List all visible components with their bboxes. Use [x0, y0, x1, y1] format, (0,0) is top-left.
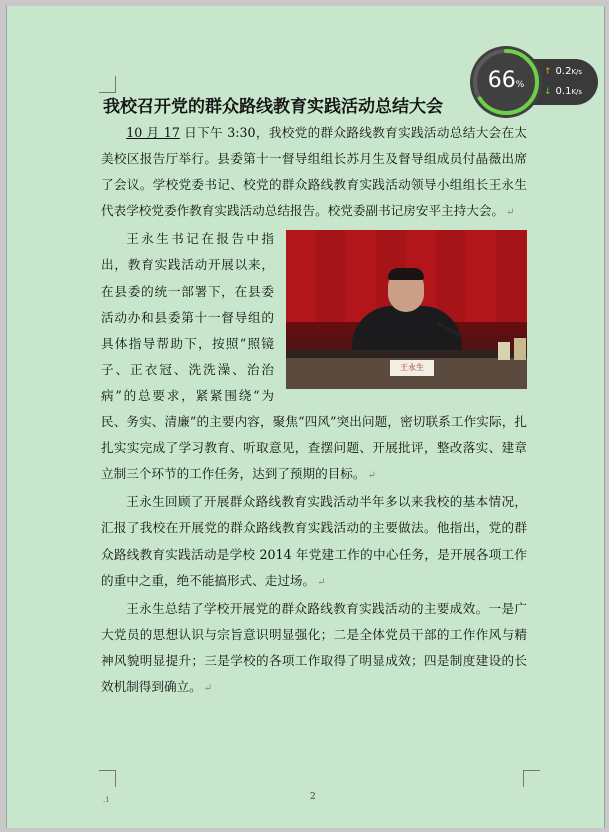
paragraph-mark: ↵	[367, 470, 376, 482]
photo-nameplate: 王永生	[390, 360, 434, 376]
paragraph-4[interactable]	[101, 596, 527, 702]
usage-percent-sign: %	[515, 80, 525, 90]
upload-unit: K/s	[571, 68, 583, 76]
upload-speed	[544, 66, 582, 77]
download-unit: K/s	[571, 88, 583, 96]
footer-mark: .1	[103, 796, 110, 804]
paragraph-1-text: 日下午 3:30，我校党的群众路线教育实践活动总结大会在太美校区报告厅举行。县委第十一督导组组长苏月生及督导组成员付晶薇出席了会议。学校党委书记、校党的群众路线教育实践活动领导小组组长王永生代表学校党委作教育实践活动总结报告。校党委副书记房安平主持大会。	[101, 125, 527, 219]
download-value: 0.1	[555, 86, 572, 97]
document-body[interactable]	[101, 120, 527, 702]
network-speed-widget[interactable]	[470, 46, 598, 118]
margin-corner-bottom-right	[523, 770, 540, 787]
usage-percent	[482, 68, 530, 93]
paragraph-3-text: 王永生回顾了开展群众路线教育实践活动半年多以来我校的基本情况，汇报了我校在开展党的群众路线教育实践活动的主要做法。他指出，党的群众路线教育实践活动是学校 2014 年党建工作的中心任务，是开展各项工作的重中之重，绝不能搞形式、走过场。	[101, 494, 527, 588]
upload-value: 0.2	[555, 66, 572, 77]
meeting-photo[interactable]	[286, 230, 527, 389]
paragraph-4-text: 王永生总结了学校开展党的群众路线教育实践活动的主要成效。一是广大党员的思想认识与宗旨意识明显强化；二是全体党员干部的工作作风与精神风貌明显提升；三是学校的各项工作取得了明显成效；四是制度建设的长效机制得到确立。	[101, 600, 527, 694]
paragraph-mark: ↵	[506, 207, 515, 219]
paragraph-2-text: 王永生书记在报告中指出，教育实践活动开展以来，在县委的统一部署下，在县委活动办和县委第十一督导组的具体指导帮助下，按照“照镜子、正衣冠、洗洗澡、治治病”的总要求，紧紧围绕“为民、务实、清廉”的主要内容，聚焦“四风”突出问题，密切联系工作实际，扎扎实实完成了学习教育、听取意见，查摆问题、开展批评，整改落实、建章立制三个环节的工作任务，达到了预期的目标。	[101, 231, 527, 482]
photo-speaker-hair	[388, 268, 424, 280]
page-number: 2	[310, 792, 316, 802]
photo-cup-2	[514, 338, 526, 360]
document-title[interactable]: 我校召开党的群众路线教育实践活动总结大会	[103, 97, 443, 117]
margin-corner-bottom-left	[99, 770, 116, 787]
paragraph-1[interactable]	[101, 120, 527, 226]
margin-corner-top-left	[99, 76, 116, 93]
photo-cup	[498, 342, 510, 360]
download-arrow-icon: ↓	[544, 87, 552, 97]
download-speed	[544, 86, 582, 97]
usage-percent-value: 66	[487, 68, 516, 93]
paragraph-mark: ↵	[317, 576, 326, 588]
paragraph-3[interactable]	[101, 489, 527, 595]
date-text: 10 月 17	[126, 125, 180, 140]
paragraph-mark: ↵	[203, 682, 213, 694]
document-page	[6, 6, 605, 828]
upload-arrow-icon: ↑	[544, 67, 552, 77]
